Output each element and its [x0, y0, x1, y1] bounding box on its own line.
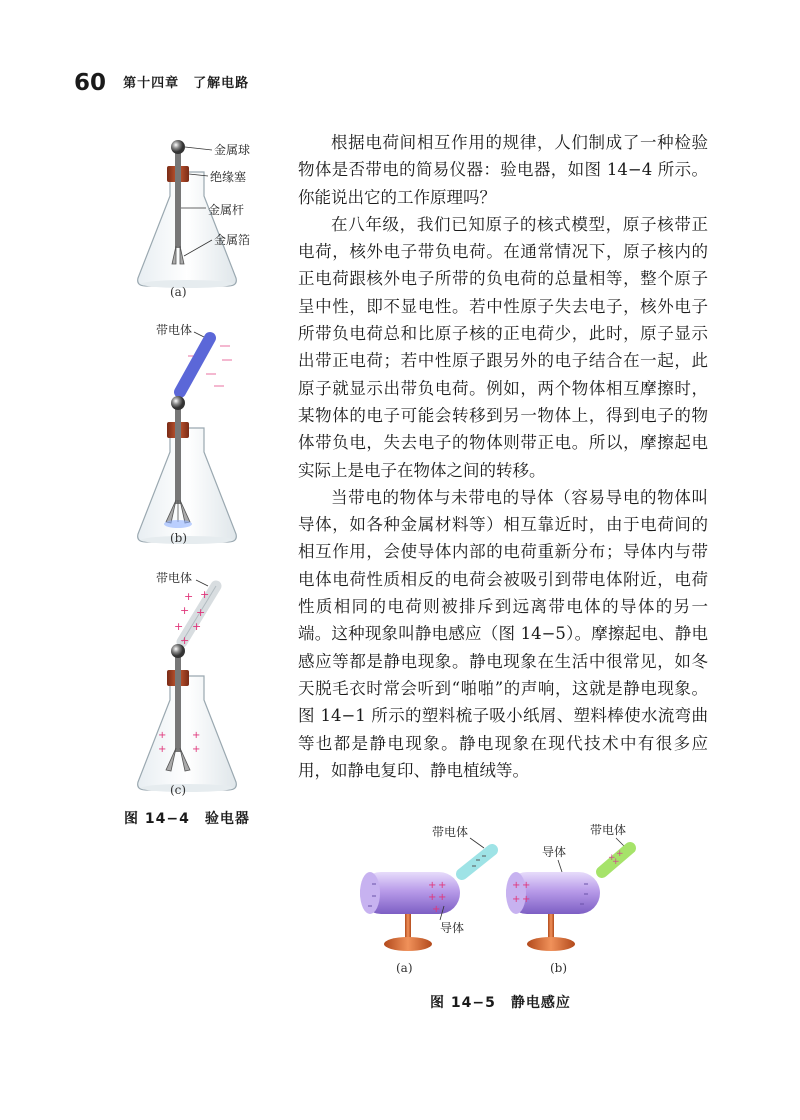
svg-text:+: +	[180, 634, 190, 647]
metal-rod	[175, 150, 181, 248]
svg-text:+: +	[512, 894, 521, 905]
label-metal-ball: 金属球	[214, 143, 251, 157]
label-charged-body-b: 带电体	[156, 323, 193, 337]
page-header	[74, 70, 249, 96]
paragraph-2: 在八年级，我们已知原子的核式模型，原子核带正电荷，核外电子带负电荷。在通常情况下，原子核内的正电荷跟核外电子所带的负电荷的总量相等，整个原子呈中性，即不显电性。若中性原子失去电子，核外电子所带负电荷总和比原子核的正电荷少，此时，原子显示出带正电荷；若中性原子跟另外的电子结合在一起，此原子就显示出带负电荷。例如，两个物体相互摩擦时，某物体的电子可能会转移到另一物体上，得到电子的物体带负电，失去电子的物体则带正电。所以，摩擦起电实际上是电子在物体之间的转移。	[298, 214, 708, 480]
label-metal-foil: 金属箔	[214, 233, 251, 247]
label-charged-body-5b: 带电体	[590, 823, 627, 837]
body-text	[298, 129, 708, 784]
paragraph-1: 根据电荷间相互作用的规律，人们制成了一种检验物体是否带电的简易仪器：验电器，如图 14−4 所示。你能说出它的工作原理吗？	[298, 133, 708, 207]
svg-text:+: +	[616, 849, 624, 859]
svg-text:+: +	[612, 857, 620, 867]
label-insulating-stopper: 绝缘塞	[210, 170, 247, 184]
svg-text:+: +	[608, 853, 616, 863]
paragraph-3: 当带电的物体与未带电的导体（容易导电的物体叫导体，如各种金属材料等）相互靠近时，由于电荷间的相互作用，会使导体内部的电荷重新分布；导体内与带电体电荷性质相反的电荷会被吸引到带电体附近，电荷性质相同的电荷则被排斥到远离带电体的导体的另一端。这种现象叫静电感应（图 14−5）。摩擦起电、静电感应等都是静电现象。静电现象在生活中很常见，如冬天脱毛衣时常会听到“啪啪”的声响，这就是静电现象。图 14−1 所示的塑料梳子吸小纸屑、塑料棒使水流弯曲等也都是静电现象。静电现象在现代技术中有很多应用，如静电复印、静电植绒等。	[298, 487, 708, 780]
stand-5a	[384, 937, 432, 951]
svg-text:+: +	[180, 604, 190, 617]
svg-text:+: +	[428, 880, 437, 891]
label-charged-body-c: 带电体	[156, 571, 193, 585]
label-conductor-5b: 导体	[542, 845, 567, 859]
svg-text:+: +	[184, 590, 194, 603]
svg-text:+: +	[158, 730, 167, 741]
svg-text:+: +	[438, 892, 447, 903]
svg-text:+: +	[200, 588, 210, 601]
figure-14-4-c	[118, 568, 278, 800]
svg-text:+: +	[174, 620, 184, 633]
page-number: 60	[74, 70, 107, 96]
svg-text:+: +	[522, 894, 531, 905]
figure-14-4-a	[118, 128, 278, 303]
electroscope-b-drawing	[118, 320, 278, 548]
label-charged-body-5a: 带电体	[432, 825, 469, 839]
label-metal-rod: 金属杆	[208, 203, 245, 217]
svg-text:+: +	[432, 904, 441, 915]
svg-text:+: +	[512, 880, 521, 891]
label-conductor-5a: 导体	[440, 921, 465, 935]
figure-14-4-b	[118, 320, 278, 548]
svg-text:+: +	[192, 744, 201, 755]
sublabel-b: (b)	[170, 531, 188, 545]
figure-14-4-caption: 图 14−4 验电器	[124, 811, 250, 827]
electrostatic-induction-drawing	[340, 812, 670, 987]
svg-text:+: +	[428, 892, 437, 903]
electroscope-c-drawing	[118, 568, 278, 800]
sublabel-5b: (b)	[550, 961, 568, 975]
figure-14-5-b	[506, 822, 630, 975]
svg-text:+: +	[438, 880, 447, 891]
charged-rod-b	[180, 338, 210, 392]
figure-14-5	[340, 812, 670, 987]
svg-text:+: +	[196, 606, 206, 619]
electroscope-a-drawing	[118, 128, 278, 303]
sublabel-5a: (a)	[396, 961, 413, 975]
svg-text:+: +	[192, 620, 202, 633]
svg-text:+: +	[158, 744, 167, 755]
figure-14-5-caption: 图 14−5 静电感应	[430, 995, 571, 1011]
charged-rod-5a	[462, 850, 492, 874]
figure-14-5-a	[360, 824, 492, 975]
svg-text:+: +	[192, 730, 201, 741]
chapter-title: 第十四章 了解电路	[123, 76, 250, 91]
svg-text:+: +	[522, 880, 531, 891]
metal-ball	[171, 140, 185, 154]
stand-5b	[527, 937, 575, 951]
sublabel-a: (a)	[170, 285, 187, 299]
sublabel-c: (c)	[170, 783, 187, 797]
